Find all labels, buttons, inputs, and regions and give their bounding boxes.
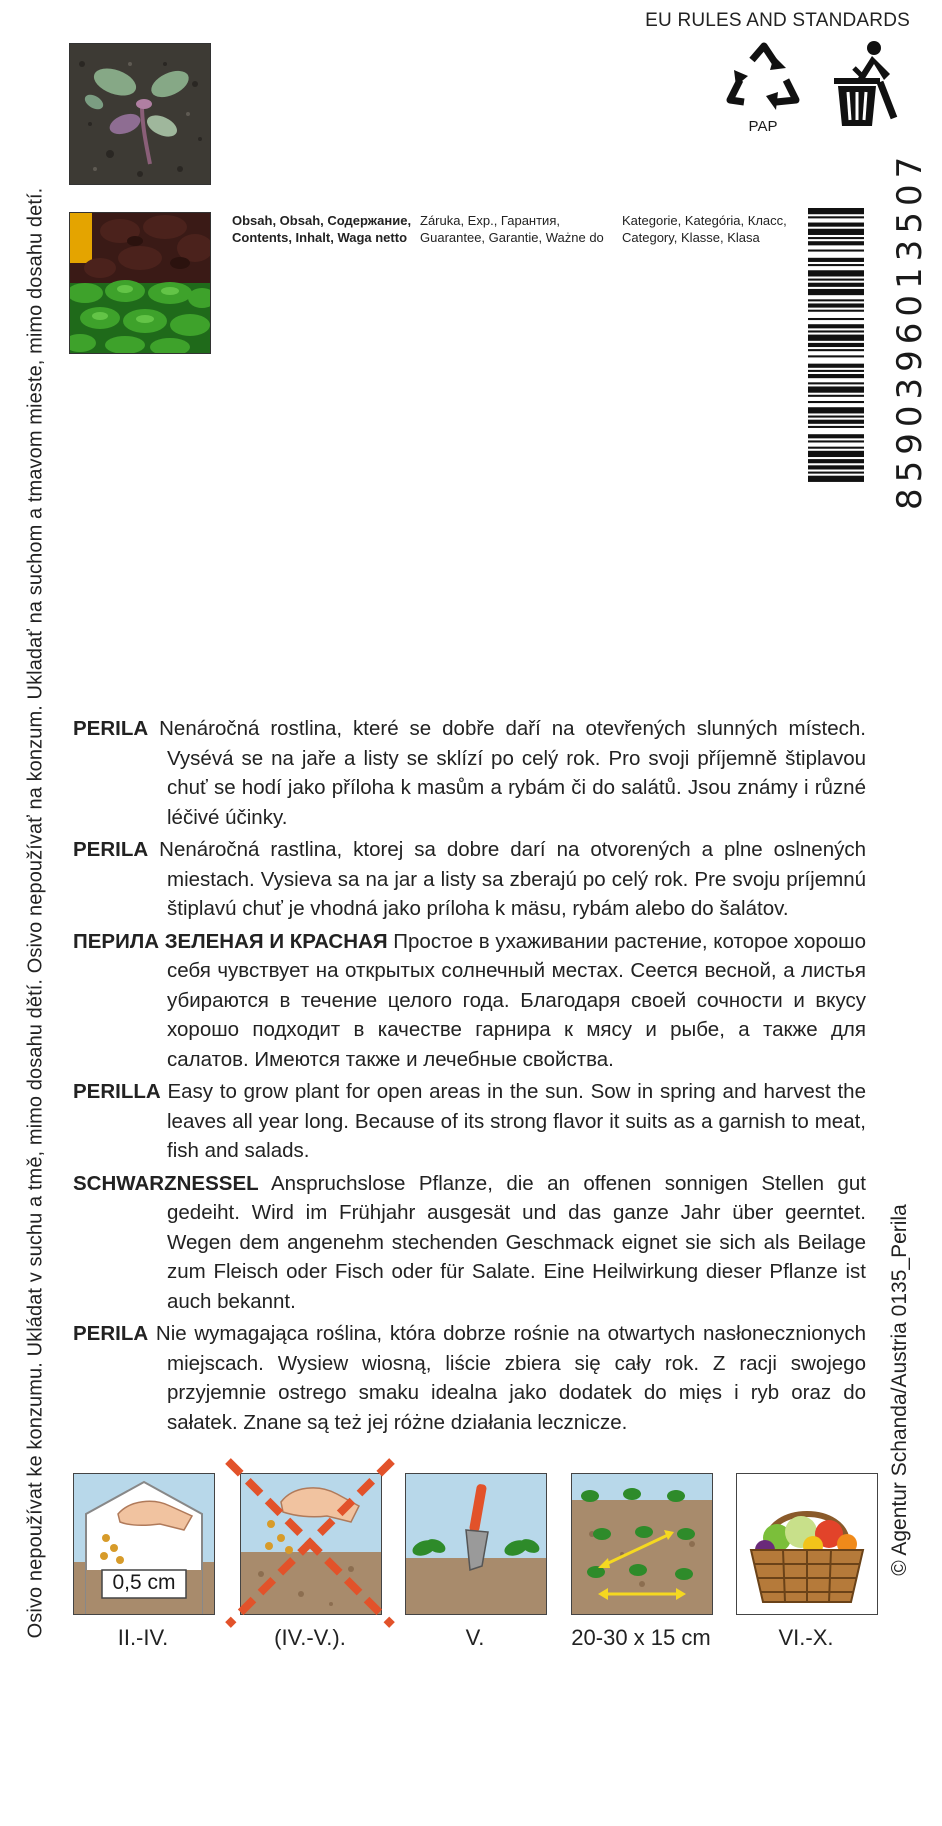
description-text: Nenáročná rostlina, které se dobře daří na otevřených slunných místech. Vysévá se na jaře a listy se sklízí po celý rok. Pro svoji příjemně štiplavou chuť se hodí jako příloha k masům a rybám či do salátů. Jsou známy i různé léčivé účinky.: [159, 717, 866, 829]
description-label: PERILA: [73, 1322, 149, 1345]
description-label: PERILA: [73, 717, 149, 740]
description-pl: [73, 1319, 866, 1437]
guarantee-header: Záruka, Exp., Гарантия, Guarantee, Garantie, Ważne do: [420, 213, 604, 245]
description-text: Nie wymagająca roślina, która dobrze rośnie na otwartych nasłonecznionych miejscach. Wysiew wiosną, liście zbiera się cały rok. Z racji swojego przyjemnie ostrego smaku idealna jako dodatek do mięs i ryb oraz do sałatek. Znane są też jej różne działania lecznicze.: [155, 1322, 866, 1434]
description-text: Nenáročná rastlina, ktorej sa dobre darí na otvorených a plne oslnených miestach. Vysieva sa na jar a listy sa zberajú po celý rok. Pre svoju príjemnú štiplavú chuť je vhodná jako príloha k mäsu, rybám alebo do šalátov.: [159, 838, 866, 920]
barcode-bar: [808, 382, 864, 384]
barcode-bar: [808, 343, 864, 347]
description-sk: [73, 835, 866, 924]
icon-caption-4: 20-30 x 15 cm: [571, 1625, 711, 1650]
barcode-bar: [808, 318, 864, 320]
trash-bin-icon: [828, 38, 900, 132]
copyright-text: © Agentur Schanda/Austria 0135_Perila: [888, 1204, 911, 1576]
greenhouse-sowing-icon: [73, 1473, 215, 1615]
barcode-bar: [808, 459, 864, 463]
description-label: ПЕРИЛА ЗЕЛЕНАЯ И КРАСНАЯ: [73, 929, 388, 953]
icon-caption-5: VI.-X.: [778, 1625, 834, 1650]
barcode-number: 8590396013507: [890, 150, 930, 510]
barcode-bar: [808, 420, 864, 424]
barcode-bar: [808, 324, 864, 328]
barcode-bar: [808, 289, 864, 295]
barcode-bar: [808, 355, 864, 357]
recycle-icon: [722, 40, 806, 116]
barcode: [808, 208, 884, 484]
barcode-bar: [808, 264, 864, 266]
cross-mark-icon: [222, 1455, 398, 1631]
barcode-bar: [808, 216, 864, 218]
barcode-bar: [808, 476, 864, 482]
harvest-basket-icon: [736, 1473, 878, 1615]
perilla-plants-photo: [69, 212, 211, 354]
description-label: PERILLA: [73, 1080, 161, 1103]
barcode-bar: [808, 465, 864, 469]
barcode-bar: [808, 364, 864, 368]
barcode-bar: [808, 310, 864, 312]
barcode-bar: [808, 416, 864, 418]
description-text: Easy to grow plant for open areas in the sun. Sow in spring and harvest the leaves all year long. Because of its strong flavor it suits as a garnish to meat, fish and salads.: [167, 1080, 866, 1162]
barcode-bar: [808, 401, 864, 403]
barcode-bar: [808, 229, 864, 235]
icon-caption-2: (IV.-V.).: [274, 1625, 346, 1650]
barcode-bar: [808, 434, 864, 438]
barcode-bar: [808, 223, 864, 227]
barcode-bar: [808, 447, 864, 449]
description-label: PERILA: [73, 838, 149, 861]
barcode-bar: [808, 270, 864, 276]
barcode-bar: [808, 208, 864, 214]
description-ru: [73, 927, 866, 1075]
barcode-bar: [808, 349, 864, 351]
description-en: [73, 1077, 866, 1166]
description-text: Простое в ухаживании растение, которое хорошо себя чувствует на открытых солнечный местах. Сеется весной, а листья убираются в течение целого года. Благодаря своей сочности и вкусу хорошо подходит в качестве гарнира к мясу и рыбе, а также для салатов. Имеются также и лечебные свойства.: [167, 929, 866, 1071]
barcode-bar: [808, 303, 864, 307]
barcode-bar: [808, 279, 864, 281]
barcode-bar: [808, 440, 864, 442]
spacing-icon: [571, 1473, 713, 1615]
barcode-bar: [808, 395, 864, 397]
barcode-bar: [808, 237, 864, 239]
transplant-trowel-icon: [405, 1473, 547, 1615]
barcode-bar: [808, 386, 864, 392]
storage-warning-text: Osivo nepoužívat ke konzumu. Ukládat v suchu a tmě, mimo dosahu dětí. Osivo nepoužívať na konzum. Ukladať na suchom a tmavom mieste, mimo dosahu detí.: [24, 187, 47, 1639]
barcode-bar: [808, 426, 864, 428]
eu-rules-title: EU RULES AND STANDARDS: [645, 10, 910, 31]
barcode-bar: [808, 330, 864, 332]
seedling-photo: [69, 43, 211, 185]
description-cs: [73, 714, 866, 832]
description-block: [73, 714, 866, 1437]
barcode-bar: [808, 407, 864, 413]
icon-caption-3: V.: [465, 1625, 485, 1650]
category-header: Kategorie, Kategória, Класс, Category, Klasse, Klasa: [622, 213, 787, 245]
description-de: [73, 1169, 866, 1317]
description-label: SCHWARZNESSEL: [73, 1171, 259, 1195]
barcode-bar: [808, 451, 864, 457]
contents-header: Obsah, Obsah, Содержание, Contents, Inhalt, Waga netto: [232, 213, 412, 245]
description-text: Anspruchslose Pflanze, die an offenen sonnigen Stellen gut gedeiht. Wird im Frühjahr ausgesät und das ganze Jahr über geerntet. Wegen dem angenehm stechenden Geschmack eignet sie sich als Beilage zum Fleisch oder Fisch oder für Salate. Eine Heilwirkung dieser Pflanze ist auch bekannt.: [167, 1171, 866, 1313]
icon-caption-1: II.-IV.: [117, 1625, 169, 1650]
barcode-bar: [808, 472, 864, 474]
barcode-bar: [808, 299, 864, 301]
sowing-depth-label: 0,5 cm: [112, 1571, 176, 1594]
recycle-label: PAP: [748, 118, 778, 135]
barcode-bar: [808, 250, 864, 252]
barcode-bar: [808, 241, 864, 245]
barcode-bar: [808, 283, 864, 287]
barcode-bar: [808, 335, 864, 341]
barcode-bar: [808, 258, 864, 262]
barcode-bar: [808, 370, 864, 372]
barcode-bar: [808, 374, 864, 378]
